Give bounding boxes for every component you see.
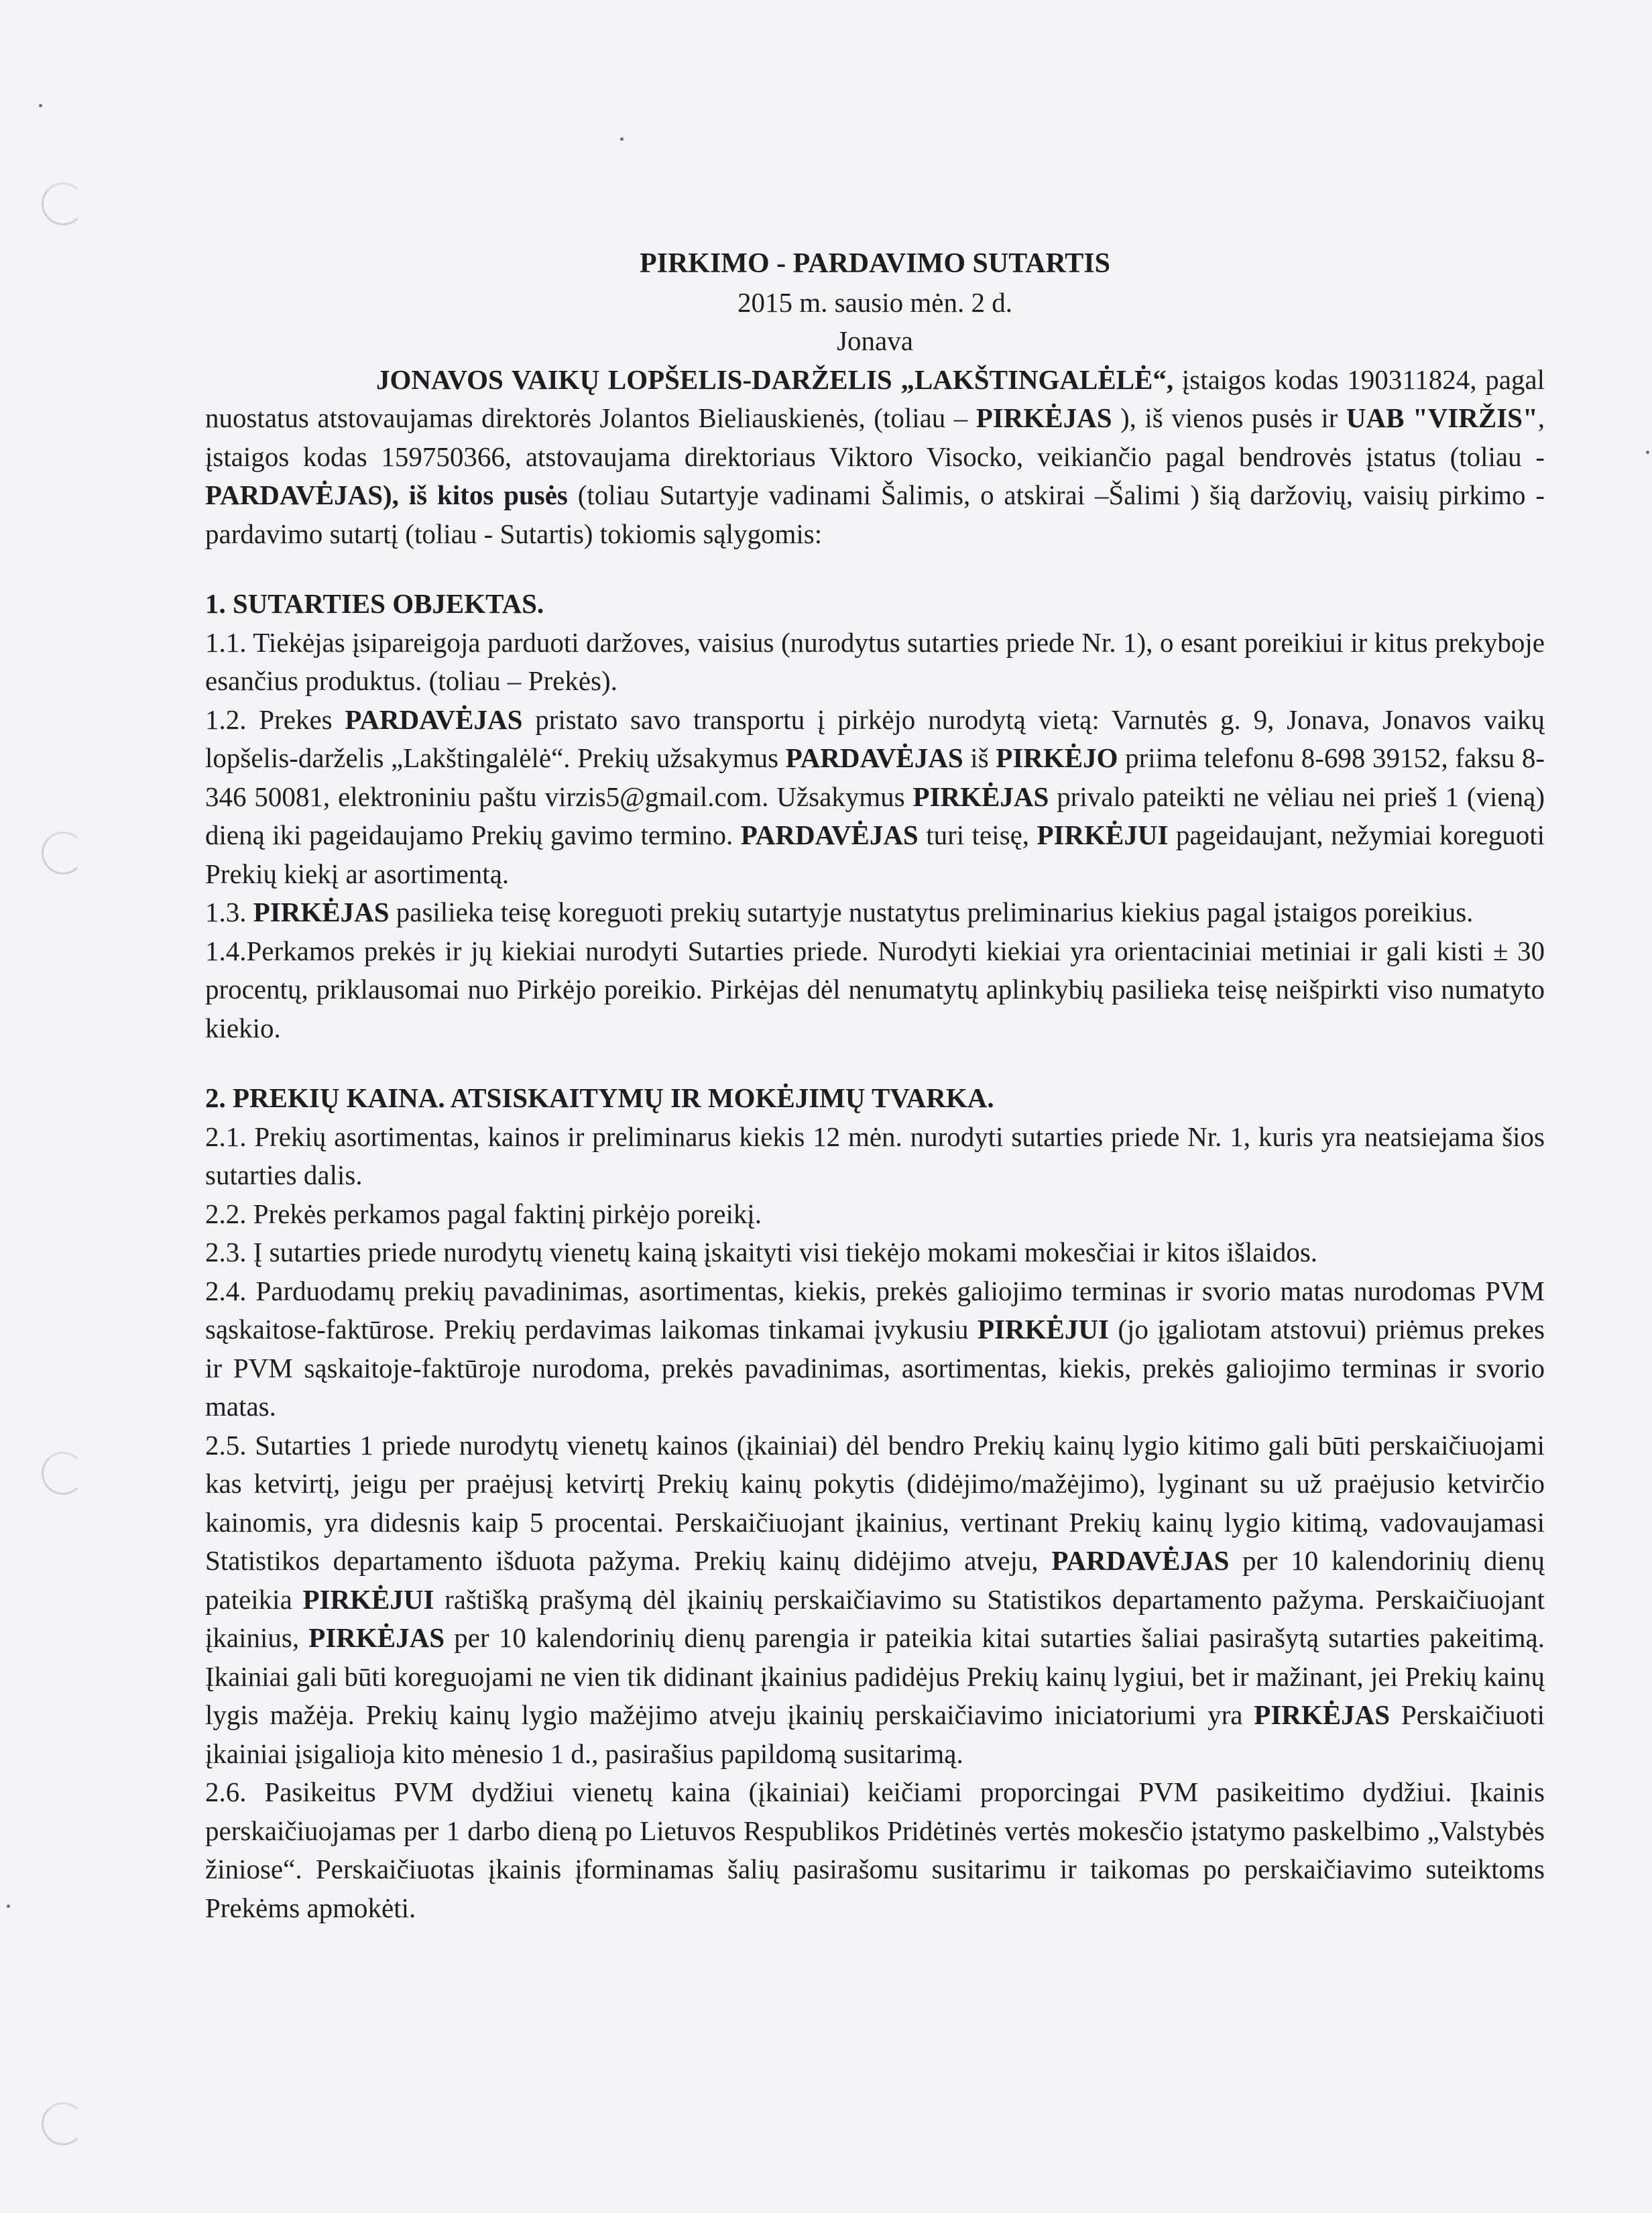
- clause-2-5: 2.5. Sutarties 1 priede nurodytų vienetų kainos (įkainiai) dėl bendro Prekių kainų lygio kitimo gali būti perskaičiuojami kas ketvirtį, jeigu per praėjusį ketvirtį Prekių kainų pokytis (didėjimo/mažėjimo), lyginant su už praėjusio ketvirčio kainomis, yra didesnis kaip 5 procentai. Perskaičiuojant įkainius, vertinant Prekių kainų lygio kitimą, vadovaujamasi Statistikos departamento išduota pažyma. Prekių kainų didėjimo atveju, PARDAVĖJAS per 10 kalendorinių dienų pateikia PIRKĖJUI raštišką prašymą dėl įkainių perskaičiavimo su Statistikos departamento pažyma. Perskaičiuojant įkainius, PIRKĖJAS per 10 kalendorinių dienų parengia ir pateikia kitai sutarties šaliai pasirašytą sutarties pakeitimą. Įkainiai gali būti koreguojami ne vien tik didinant įkainius padidėjus Prekių kainų lygiui, bet ir mažinant, jei Prekių kainų lygis mažėja. Prekių kainų lygio mažėjimo atveju įkainių perskaičiavimo iniciatoriumi yra PIRKĖJAS Perskaičiuoti įkainiai įsigalioja kito mėnesio 1 d., pasirašius papildomą susitarimą.: [205, 1429, 1545, 1769]
- scan-speck: [620, 137, 624, 141]
- scan-speck: [39, 104, 42, 107]
- punch-hole-top: [42, 182, 84, 225]
- intro-paragraph: JONAVOS VAIKŲ LOPŠELIS-DARŽELIS „LAKŠTINGALĖLĖ“, įstaigos kodas 190311824, pagal nuostatus atstovaujamas direktorės Jolantos Bieliauskienės, (toliau – PIRKĖJAS ), iš vienos pusės ir UAB "VIRŽIS", įstaigos kodas 159750366, atstovaujama direktoriaus Viktoro Visocko, veikiančio pagal bendrovės įstatus (toliau - PARDAVĖJAS), iš kitos pusės (toliau Sutartyje vadinami Šalimis, o atskirai –Šalimi ) šią daržovių, vaisių pirkimo - pardavimo sutartį (toliau - Sutartis) tokiomis sąlygomis:: [205, 363, 1545, 549]
- document-date: 2015 m. sausio mėn. 2 d.: [738, 286, 1012, 318]
- clause-2-3: 2.3. Į sutarties priede nurodytų vienetų kainą įskaityti visi tiekėjo mokami mokesčiai ir kitos išlaidos.: [205, 1237, 1318, 1267]
- clause-1-4: 1.4.Perkamos prekės ir jų kiekiai nurodyti Sutarties priede. Nurodyti kiekiai yra orientaciniai metiniai ir gali kisti ± 30 procentų, priklausomai nuo Pirkėjo poreikio. Pirkėjas dėl nenumatytų aplinkybių pasilieka teisę neišpirkti viso numatyto kiekio.: [205, 935, 1545, 1043]
- document-place: Jonava: [837, 325, 913, 356]
- punch-hole-middle: [42, 832, 84, 874]
- clause-1-3: 1.3. PIRKĖJAS pasilieka teisę koreguoti prekių sutartyje nustatytus preliminarius kiekius pagal įstaigos poreikius.: [205, 897, 1474, 927]
- section-1-heading: 1. SUTARTIES OBJEKTAS.: [205, 588, 544, 619]
- clause-2-6: 2.6. Pasikeitus PVM dydžiui vienetų kaina (įkainiai) keičiami proporcingai PVM pasikeitimo dydžiui. Įkainis perskaičiuojamas per 1 darbo dieną po Lietuvos Respublikos Pridėtinės vertės mokesčio įstatymo paskelbimo „Valstybės žiniose“. Perskaičiuotas įkainis įforminamas šalių pasirašomu susitarimu ir taikomas po perskaičiavimo suteiktoms Prekėms apmokėti.: [205, 1776, 1545, 1923]
- punch-hole-bottom: [42, 2102, 84, 2145]
- section-2-heading: 2. PREKIŲ KAINA. ATSISKAITYMŲ IR MOKĖJIMŲ TVARKA.: [205, 1082, 994, 1113]
- scan-speck: [1646, 451, 1649, 454]
- buyer-name: JONAVOS VAIKŲ LOPŠELIS-DARŽELIS „LAKŠTINGALĖLĖ“,: [376, 363, 1174, 395]
- scan-speck: [7, 1905, 10, 1908]
- seller-name: UAB "VIRŽIS": [1346, 402, 1538, 433]
- clause-1-2: 1.2. Prekes PARDAVĖJAS pristato savo transportu į pirkėjo nurodytą vietą: Varnutės g. 9, Jonava, Jonavos vaikų lopšelis-darželis „Lakštingalėlė“. Prekių užsakymus PARDAVĖJAS iš PIRKĖJO priima telefonu 8-698 39152, faksu 8-346 50081, elektroniniu paštu virzis5@gmail.com. Užsakymus PIRKĖJAS privalo pateikti ne vėliau nei prieš 1 (vieną) dieną iki pageidaujamo Prekių gavimo termino. PARDAVĖJAS turi teisę, PIRKĖJUI pageidaujant, nežymiai koreguoti Prekių kiekį ar asortimentą.: [205, 703, 1545, 889]
- contract-document: [205, 245, 1545, 1927]
- punch-hole-lower: [42, 1452, 84, 1495]
- clause-1-1: 1.1. Tiekėjas įsipareigoja parduoti daržoves, vaisius (nurodytus sutarties priede Nr. 1), o esant poreikiui ir kitus prekyboje esančius produktus. (toliau – Prekės).: [205, 626, 1545, 696]
- buyer-role: PIRKĖJAS: [976, 402, 1112, 433]
- clause-2-2: 2.2. Prekės perkamos pagal faktinį pirkėjo poreikį.: [205, 1198, 762, 1229]
- seller-role: PARDAVĖJAS), iš kitos pusės: [205, 479, 568, 510]
- document-title: PIRKIMO - PARDAVIMO SUTARTIS: [639, 248, 1111, 279]
- clause-2-1: 2.1. Prekių asortimentas, kainos ir preliminarus kiekis 12 mėn. nurodyti sutarties priede Nr. 1, kuris yra neatsiejama šios sutarties dalis.: [205, 1121, 1545, 1190]
- clause-2-4: 2.4. Parduodamų prekių pavadinimas, asortimentas, kiekis, prekės galiojimo terminas ir svorio matas nurodomas PVM sąskaitose-faktūrose. Prekių perdavimas laikomas tinkamai įvykusiu PIRKĖJUI (jo įgaliotam atstovui) priėmus prekes ir PVM sąskaitoje-faktūroje nurodoma, prekės pavadinimas, asortimentas, kiekis, prekės galiojimo terminas ir svorio matas.: [205, 1275, 1545, 1422]
